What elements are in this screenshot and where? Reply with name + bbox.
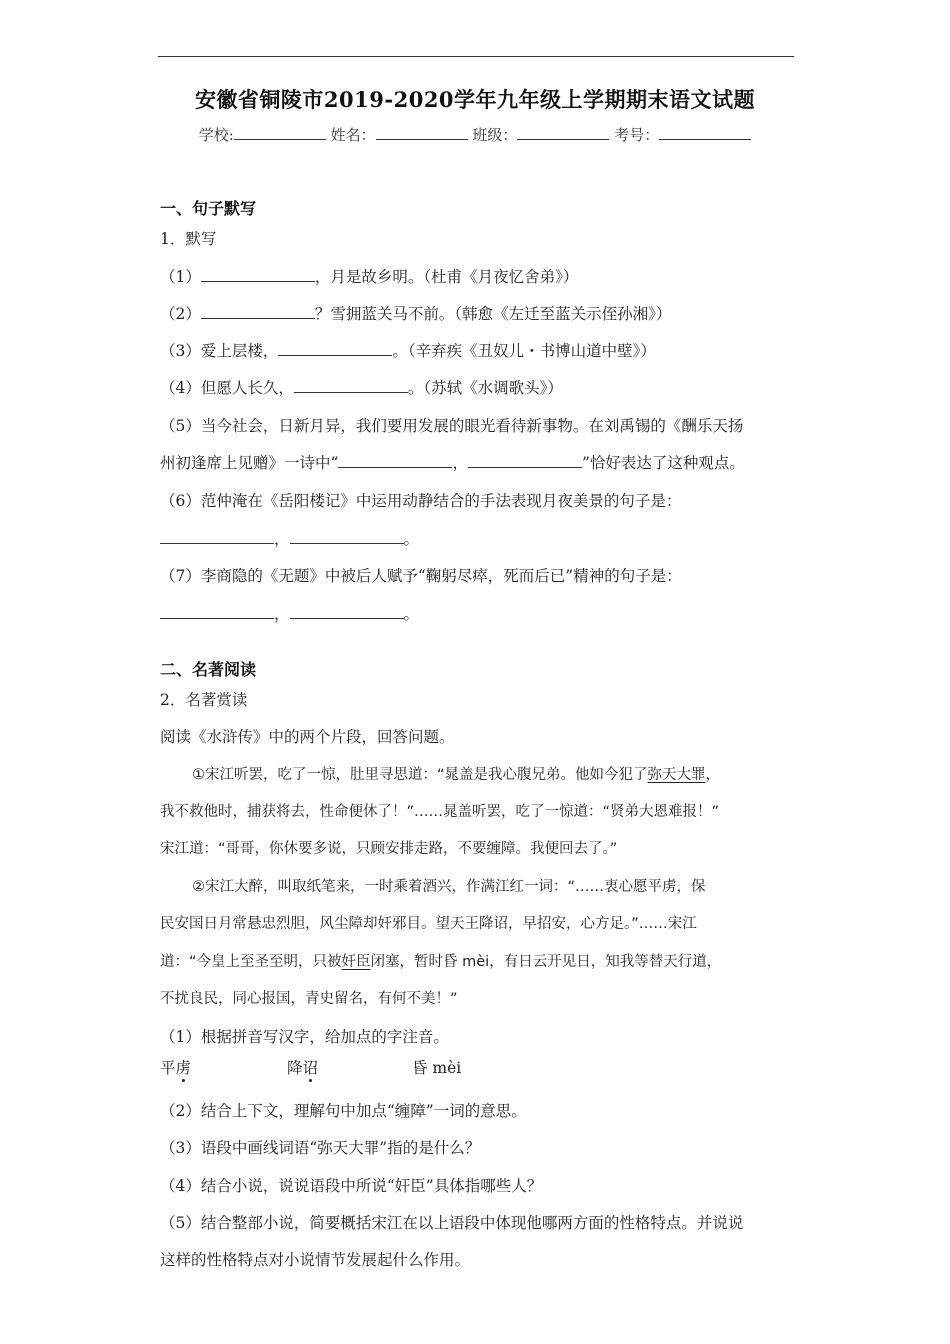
name-blank bbox=[376, 125, 468, 140]
dotted-char: 诏 bbox=[302, 1059, 319, 1077]
passage-2-line1: ②宋江大醉，叫取纸笔来，一时乘着酒兴，作满江红一词：“……衷心愿平虏，保 bbox=[192, 879, 706, 895]
pinyin-word-1: 平虏 bbox=[160, 1059, 192, 1077]
question-title: 1．默写 bbox=[160, 230, 217, 248]
answer-blank bbox=[278, 341, 392, 356]
dictation-item-6-line1: （6）范仲淹在《岳阳楼记》中运用动静结合的手法表现月夜美景的句子是： bbox=[160, 492, 682, 510]
passage-1-line2: 我不救他时，捕获将去，性命便休了！”……晁盖听罢，吃了一惊道：“贤弟大恩难报！” bbox=[160, 804, 720, 820]
dictation-item-4: （4）但愿人长久， 。（苏轼《水调歌头》） bbox=[160, 379, 563, 397]
answer-blank bbox=[290, 604, 404, 619]
answer-blank bbox=[201, 267, 315, 282]
answer-blank bbox=[294, 378, 408, 393]
answer-blank bbox=[468, 453, 582, 468]
pinyin-word-2: 降诏 bbox=[287, 1059, 319, 1077]
dictation-item-1: （1） ，月是故乡明。（杜甫《月夜忆舍弟》） bbox=[160, 268, 579, 286]
top-rule bbox=[158, 56, 794, 57]
sub-question-1: （1）根据拼音写汉字，给加点的字注音。 bbox=[160, 1028, 449, 1046]
sub-question-5-line1: （5）结合整部小说，简要概括宋江在以上语段中体现他哪两方面的性格特点。并说说 bbox=[160, 1214, 744, 1232]
answer-blank bbox=[160, 529, 274, 544]
school-label: 学校: bbox=[198, 126, 234, 144]
exam-no-label: 考号： bbox=[614, 126, 660, 144]
page-title: 安徽省铜陵市2019-2020学年九年级上学期期末语文试题 bbox=[194, 87, 756, 112]
dictation-item-5-line1: （5）当今社会，日新月异，我们要用发展的眼光看待新事物。在刘禹锡的《酬乐天扬 bbox=[160, 417, 744, 435]
dictation-item-2: （2） ？雪拥蓝关马不前。（韩愈《左迁至蓝关示侄孙湘》） bbox=[160, 305, 672, 323]
passage-2-line2: 民安国日月常悬忠烈胆，风尘障却奸邪目。望天王降诏，早招安，心方足。”……宋江 bbox=[160, 916, 697, 932]
class-blank bbox=[517, 125, 609, 140]
question-title: 2．名著赏读 bbox=[160, 691, 248, 709]
answer-blank bbox=[201, 304, 315, 319]
dictation-item-6-blanks: ， 。 bbox=[160, 529, 419, 549]
sub-question-4: （4）结合小说，说说语段中所说“奸臣”具体指哪些人？ bbox=[160, 1177, 543, 1195]
passage-1-line3: 宋江道：“哥哥，你休要多说，只顾安排走路，不要缠障。我便回去了。” bbox=[160, 841, 618, 857]
dictation-item-5-line2: 州初逢席上见赠》一诗中“ ， ”恰好表达了这种观点。 bbox=[160, 454, 745, 472]
answer-blank bbox=[338, 453, 452, 468]
dotted-char: 虏 bbox=[175, 1059, 192, 1077]
school-blank bbox=[234, 125, 326, 140]
passage-2-line4: 不扰良民，同心报国，青史留名，有何不美！” bbox=[160, 991, 458, 1007]
dictation-item-3: （3）爱上层楼， 。（辛弃疾《丑奴儿・书博山道中壁》） bbox=[160, 342, 656, 360]
section-heading: 一、句子默写 bbox=[160, 199, 257, 218]
answer-blank bbox=[290, 529, 404, 544]
sub-question-5-line2: 这样的性格特点对小说情节发展起什么作用。 bbox=[160, 1251, 471, 1269]
underlined-phrase: 奸臣 bbox=[341, 954, 371, 970]
underlined-phrase: 弥天大罪 bbox=[647, 767, 706, 783]
student-info-line bbox=[0, 124, 950, 145]
passage-2-line3: 道：“今皇上至圣至明，只被奸臣闭塞，暂时昏 mèi，有日云开见日，知我等替天行道， bbox=[160, 954, 722, 970]
name-label: 姓名： bbox=[330, 126, 376, 144]
answer-blank bbox=[160, 604, 274, 619]
sub-question-3: （3）语段中画线词语“弥天大罪”指的是什么？ bbox=[160, 1139, 481, 1157]
exam-no-blank bbox=[659, 125, 751, 140]
pinyin-word-3: 昏 mèi bbox=[412, 1059, 462, 1077]
dictation-item-7-blanks: ， 。 bbox=[160, 604, 419, 624]
section-heading: 二、名著阅读 bbox=[160, 660, 257, 679]
dictation-item-7-line1: （7）李商隐的《无题》中被后人赋予“鞠躬尽瘁，死而后已”精神的句子是： bbox=[160, 567, 682, 585]
sub-question-2: （2）结合上下文，理解句中加点“缠障”一词的意思。 bbox=[160, 1102, 527, 1120]
class-label: 班级： bbox=[472, 126, 518, 144]
reading-intro: 阅读《水浒传》中的两个片段，回答问题。 bbox=[160, 728, 455, 746]
passage-1-line1: ①宋江听罢，吃了一惊，肚里寻思道：“晁盖是我心腹兄弟。他如今犯了弥天大罪， bbox=[192, 767, 721, 783]
